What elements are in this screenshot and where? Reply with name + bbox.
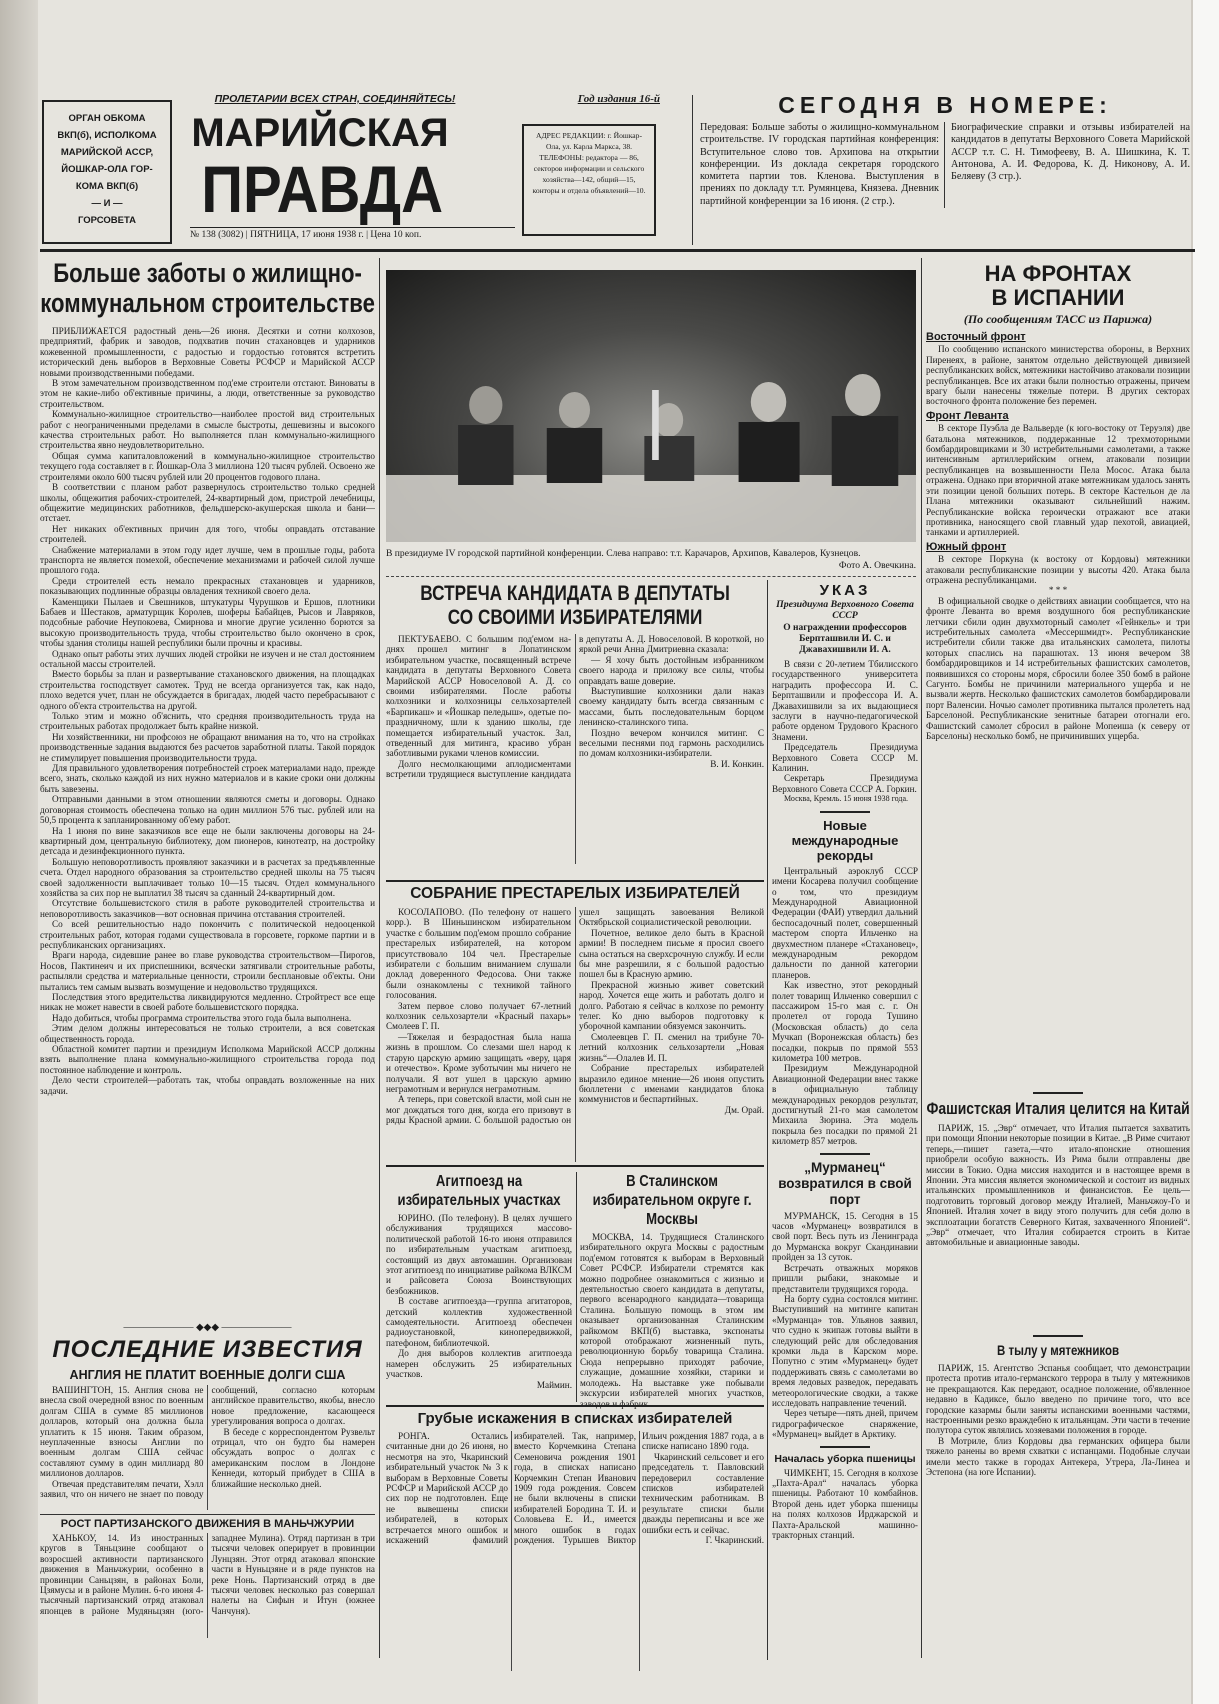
manchuria-body [40,1533,375,1638]
records-headline: Новые международные рекорды [791,817,899,863]
spain-headline [926,262,1190,310]
paragraph: ХАНЬКОУ, 14. Из иностранных кругов в Тяньцзине сообщают о возросшей активности партизанского движения в Маньчжурии, особенно в провинции Саньцзян, в районах Боли, Цзямусы и в районе Мулин. 6-го июня 4-тысячный партизанский отряд атаковал японцев в районе Мудяньцзян (юго-западнее Мулина). Отряд партизан в три тысячи человек оперирует в провинции Лунцзян. Этот отряд атаковал японские части в Нуньцзяне и в ряде пунктов на реке Нонь. Партизанский отряд в две тысячи человек несколько раз совершал налеты на Сифын и Итун (южнее Чанчуня). [40,1533,375,1616]
headline-line: НА ФРОНТАХ [984,261,1132,286]
decree-subtitle: Президиума Верховного Совета СССР [776,599,914,621]
spain-article [926,262,1190,1070]
column-divider [921,258,922,1658]
murmanets-article [772,1147,918,1440]
errors-body [386,1431,764,1671]
today-text: Передовая: Больше заботы о жилищно-коммунальном строительстве. IV городская партийная конференция: Вступительное слово тов. Архипова на открытии конференции. Из доклада секретаря городского комитета партии тов. Кленова. Выступления в прениях по докладу т.т. Румянцева, Князева. Дневник партийной конференции за 16 июня. (2 стр.). [700,122,945,208]
masthead-rule [40,249,1195,252]
paragraph: В беседе с корреспондентом Рузвельт отрицал, что он будто бы намерен обсуждать вопрос о долгах с американским послом в Лондоне Кеннеди, который прибудет в США в ближайшие несколько дней. [211,1426,375,1489]
paragraph: В соответствии с планом работ развернулось строительство только средней школы, общежития рабочих-строителей, 24-квартирный дом, пристрой лечебницы, общежитие медицинских работников, фельдшерско-акушерская школа и бани—отстает. [40,482,375,524]
section-title: Южный фронт [926,540,1007,553]
paragraph: ПРИБЛИЖАЕТСЯ радостный день—26 июня. Десятки и сотни колхозов, предприятий, фабрик и заводов, подхватив почин стахановцев и ударников кожевенной промышленности, с радостью и гордостью готовятся встретить исторический день выборов в Верховные Советы РСФСР и Марийской АССР новыми производственными победами. [40,326,375,378]
today-title: СЕГОДНЯ В НОМЕРЕ: [778,92,1112,118]
rear-headline: В тылу у мятежников [997,1342,1120,1358]
paragraph: Отвечая представителям печати, Хэлл заявил, что он ничего не знает по поводу сообщений, согласно которым английское правительство, якобы, внесло новое предложение, касающееся урегулирования вопроса о долгах. [40,1385,375,1500]
paragraph: В секторе Поркуна (к востоку от Кордовы) мятежники атаковали республиканские позиции у высоты 420. Атака была отражена республиканцами. [926,554,1190,585]
slogan: ПРОЛЕТАРИИ ВСЕХ СТРАН, СОЕДИНЯЙТЕСЬ! [214,93,456,105]
organ-line: ГОРСОВЕТА [77,215,137,226]
paragraph: Снабжение материалами в этом году идет лучше, чем в прошлые годы, работа транспорта не является помехой, обеспечение механизмами и рабочей силой лучше прошлого года. [40,544,375,576]
decree-title: УКАЗ [819,582,871,599]
spain-body: Восточный фронт По сообщению испанского министерства обороны, в Верхних Пиренеях, в районе, занятом отдельно действующей дивизией республиканских войск, мятежники настойчиво атаковали позиции республиканцев. Все их атаки были полностью отражены, причем врагу были нанесены тяжелые потери. В других секторах восточного фронта положение без перемен. Фронт Леванта В секторе Пуэбла де Вальверде (к юго-востоку от Теруэля) две батальона мятежников, поддержанные 12 трехмоторными бомбардировщиками и 30 истребительными самолетами, а также интенсивным артиллерийским огнем, атаковали позиции республиканцев на возвышенности Пела Мосос. Атака была отражена. Однако при вторичной атаке мятежникам удалось занять эти позиции ценой больших потерь. В секторе Кастельон де ла Плана мятежники оказывают сильнейший нажим. Республиканские войска героически отражают все атаки противника, наносящего свой главный удар пехотой, авиацией, танками и артиллерией. Южный фронт В секторе Поркуна (к востоку от Кордовы) мятежники атаковали республиканские позиции у высоты 420. Атака была отражена республиканцами. * * * В официальной сводке о действиях авиации сообщается, что на фронте Леванта во время воздушного боя республиканские летчики сбили один двухмоторный самолет «Гейнкель» и три истребительных самолета «Мессершмидт». Республиканские истребители сбили также два итальянских самолета, пилоты которых спаслись на парашютах. 13 июня вечером 38 бомбардировщиков и 14 истребительных фашистских самолетов, появившихся со стороны моря, сбросили более 350 бомб в районе Сагунто. Бомбы не причинили материального ущерба и не вызвали жертв. Несколько фашистских самолетов бомбардировали порт Валенсии. Ночью самолет противника пытался пролететь над Барселоной. Республиканские зенитные батареи отогнали его. Фашистский самолет сбросил в районе Мопеиша (к северу от Барселоны) несколько бомб, не причинивших ущерба. [926,331,1190,742]
stalin-district-headline: В Сталинском избирательном округе г. Москвы [592,1173,752,1228]
records-article [772,805,918,1147]
signature: Дм. Орай. [724,1104,764,1115]
organ-line: ВКП(б), ИСПОЛКОМА [57,130,157,141]
divider [386,1405,764,1407]
organ-line: ОРГАН ОБКОМА [68,113,146,124]
headline-line: В ИСПАНИИ [991,285,1125,310]
paragraph: В составе агитпоезда—группа агитаторов, детский коллектив художественной самодеятельности. Агитпоезд обеспечен радиоустановкой, кинопередвижкой, патефоном, библиотечкой. [386,1296,572,1348]
lead-article [40,258,375,1316]
murmanets-headline: „Мурманец“ возвратился в свой порт [778,1159,912,1207]
caption-text: В президиуме IV городской партийной конференции. Слева направо: т.т. Карачаров, Архипов, Кавалеров, Кузнецов. [386,548,861,559]
paragraph: Чкаринский сельсовет и его председатель т. Павловский передоверил составление списков избирателей техническим работникам. В результате списки были дважды переписаны и все же ошибки есть и сейчас. [642,1451,764,1535]
decree-body [772,659,918,805]
paragraph: В связи с 20-летием Тбилисского государственного университета наградить профессора И. С. Берпташвили и профессора И. А. Джавахишвили за их выдающиеся заслуги в научно-педагогической работе орденом Трудового Красного Знамени. [772,659,918,742]
elders-article [386,885,764,1162]
divider [386,880,764,882]
page-margin [1191,0,1219,1704]
meeting-body [386,634,764,864]
records-body [772,866,918,1147]
latest-news [40,1322,375,1638]
paragraph: ЮРИНО. (По телефону). В целях лучшего обслуживания трудящихся массово-политической работой 16-го июня отправился по избирательным участкам агитпоезд, состоящий из двух автомашин. Организован этот агитпоезд по инициативе райкома ВЛКСМ и райсовета Союза Воинствующих безбожников. [386,1213,572,1296]
paragraph: Областной комитет партии и президиум Исполкома Марийской АССР должны взять выполнение плана коммунально-жилищного строительства города под постоянное наблюдение и контроль. [40,1044,375,1075]
column-divider [576,1172,577,1402]
decree-about: О награждении профессоров Берпташвили И. С. и Джавахишвили И. А. [783,623,907,655]
stalin-district-body [580,1232,764,1422]
paragraph: Как известно, этот рекордный полет товарищ Ильченко совершил с пассажиром 15-го мая с. г. Он пролетел от города Тушино (Московская область) до села Мучкап (Воронежская область) без посадки, покрыв по прямой 553 километра 100 метров. [772,980,918,1063]
harvest-headline: Началась уборка пшеницы [774,1452,916,1465]
headline-line: СО СВОИМИ ИЗБИРАТЕЛЯМИ [447,606,703,629]
section-title: Фронт Леванта [926,409,1009,422]
italy-article [926,1092,1190,1298]
paragraph: Отправными данными в этом отношении являются сметы и договоры. Однако договорная стоимость обеспечена только на один миллион 576 тыс. рублей или на 50,5 процента к запланированному об'ему работ. [40,794,375,826]
harvest-body [772,1468,918,1541]
issue-line: № 138 (3082) | ПЯТНИЦА, 17 июня 1938 г. | Цена 10 коп. [190,227,515,240]
agit-headline: Агитпоезд на избирательных участках [397,1173,561,1209]
paragraph: На 1 июня по вине заказчиков все еще не были заключены договоры на 24-квартирный дом, центральную библиотеку, дом пионеров, кинотеатр, на достройку детсада и дезинфекционного пункта. [40,825,375,857]
paragraph: По сообщению испанского министерства обороны, в Верхних Пиренеях, в районе, занятом отдельно действующей дивизией республиканских войск, мятежники настойчиво атаковали позиции республиканцев. Все их атаки были полностью отражены, причем врагу были нанесены тяжелые потери. В других секторах восточного фронта положение без перемен. [926,344,1190,407]
paragraph: В этом замечательном производственном под'еме строители отстают. Виноваты в этом не какие-либо об'ективные причины, а люди, ответственные за руководство строительством. [40,378,375,409]
newspaper-title-line2: ПРАВДА [201,152,444,226]
paragraph: — Я хочу быть достойным избранником своего народа и приложу все силы, чтобы оправдать ваше доверие. [579,654,764,686]
paragraph: Среди строителей есть немало прекрасных стахановцев и ударников, показывающих подлинные образцы овладения техникой своего дела. [40,575,375,597]
divider [692,95,693,245]
issue-number: № 138 (3082) [190,230,244,240]
photo-credit: Фото А. Овечкина. [838,559,916,571]
divider [386,576,916,577]
section-title: Восточный фронт [926,331,1026,343]
meeting-article [386,582,764,864]
organ-line: ЙОШКАР-ОЛА ГОР- [61,164,153,175]
previous-page-edge [0,0,38,1704]
signature: В. И. Конкин. [710,758,764,769]
paragraph: Вместо борьбы за план и развертывание стахановского движения, на площадках строительства господствует самотек. Труд не всегда организуется так, как надо, плохо ведется учет, план не обсуждается в бригадах, людей часто перебрасывают с одного об'екта строительства на другой. [40,669,375,711]
paragraph: Отсутствие большевистского стиля в работе руководителей строительства и неповоротливость заказчиков—вот основная причина отставания строителей. [40,898,375,919]
paragraph: Для правильного удовлетворения потребностей строек материалами надо, прежде всего, знать, сколько каждой из них нужно материалов и в какие сроки они должны быть завезены. [40,763,375,794]
newspaper-title-line1: МАРИЙСКАЯ [191,111,449,155]
paragraph: Выступившие колхозники дали наказ своему кандидату быть всегда связанным с массами, быть последовательным борцом ленинско-сталинского типа. [579,686,764,728]
agit-body [386,1213,572,1403]
latest-news-title: ПОСЛЕДНИЕ ИЗВЕСТИЯ [52,1336,363,1363]
paragraph: До дня выборов коллектив агитпоезда намерен обслужить 25 избирательных участков. [386,1348,572,1380]
paragraph: КОСОЛАПОВО. (По телефону от нашего корр.). В Шиньшинском избирательном участке с большим под'емом прошло собрание престарелых избирателей, на котором присутствовало 104 чел. Престарелые избиратели с большим вниманием слушали доклад доверенного Федосова. Они также были ознакомлены с техникой тайного голосования. [386,907,571,1001]
publication-year: Год издания 16-й [577,93,660,105]
paragraph: ЧИМКЕНТ, 15. Сегодня в колхозе „Пахта-Арал“ началась уборка пшеницы. Работают 10 комбайнов. Второй день идет уборка пшеницы на полях колхозов Ирджарской и Пахта-Аральской машинно-тракторных станций. [772,1467,918,1541]
harvest-article [772,1440,918,1541]
paragraph: Враги народа, сидевшие ранее во главе руководства строительством—Пирогов, Носов, Пактинеич и их приспешники, всячески затягивали строительные работы, распыляли средства и материальные ценности, строили бесплановые об'екты. Они пытались тем самым вызвать возмущение и недовольство трудящихся. [40,950,375,992]
paragraph: Собрание престарелых избирателей выразило единое мнение—26 июня опустить бюллетени с именами кандидатов блока коммунистов и беспартийных. [579,1063,764,1105]
organ-line: МАРИЙСКОЙ АССР, [60,147,154,158]
column-divider [767,580,768,1660]
rear-article [926,1335,1190,1663]
signature: Г. Чкаринский. [705,1535,764,1546]
paragraph: ВАШИНГТОН, 15. Англия снова не внесла свой очередной взнос по военным долгам США в сумме 85 миллионов долларов, который она должна была уплатить к 15 июня. Таким образом, неуплаченные взносы Англии по военным долгам США сейчас составляют сумму в один миллиард 80 миллионов долларов. [40,1385,204,1479]
paragraph: МУРМАНСК, 15. Сегодня в 15 часов «Мурманец» возвратился в свой порт. Весь путь из Ленинграда до Мурманска вокруг Скандинавии пройден за 13 суток. [772,1210,918,1263]
paragraph: Большую неповоротливость проявляют заказчики и в расчетах за предъявленные счета. Отдел народного образования за строительство средней школы на 75 тысяч своей задолженности выплачивает только 10—15 тысяч. Отдел коммунального хозяйства за сих пор не выплатил 38 тысяч за сданный 24-квартирный дом. [40,856,375,898]
paragraph: Однако опыт работы этих лучших людей стройки не изучен и не стал достоянием остальной массы строителей. [40,648,375,669]
agit-article [386,1172,572,1403]
presidium-photo [386,270,916,542]
organ-line: КОМА ВКП(б) [75,181,139,192]
paragraph: Почетное, великое дело быть в Красной армии! В последнем письме я просил своего сына остаться на сверхсрочную службу. И если бы мне разрешили, я с большой радостью пошел бы в Красную армию. [579,927,764,980]
narrow-column [772,582,918,1540]
decree-signature: Председатель Президиума Верховного Совета СССР М. Калинин. [772,742,918,774]
paragraph: ПАРИЖ, 15. „Эвр“ отмечает, что Италия пытается захватить при помощи Японии некоторые позиции в Китае. „В Риме считают теперь,—пишет газета,—что итало-японские отношения приобрели особую важность. Из Рима были отправлены две миссии в Токио. Одна миссия находится и в настоящее время в Японии. Эта миссия является экономической и состоит из видных итальянских промышленников и финансистов. Ее цель—подготовить торговый договор между Италией, Маньчжоу-Го и Японией. Италия хочет в виду этого получить для себя долю в эксплоатации богатств Северного Китая, захваченного Японией“. „Эвр“ отмечает, что Италия собирается строить в Китае автомобильные и авиационные заводы. [926,1123,1190,1248]
paragraph: Через четыре—пять дней, причем гидрографическое снаряжение, «Мурманец» выйдет в Арктику. [772,1408,918,1440]
paragraph: В Мотриле, близ Кордовы два германских офицера были тяжело ранены во время схватки с испанцами. Подобные случаи имели место также в городах Антекера, Утрера, Ла-Линеа и Эстепона (на юге Испании). [926,1435,1190,1478]
signature: Маймин. [536,1379,572,1390]
paragraph: Поздно вечером кончился митинг. С веселыми песнями под гармонь расходились по домам колхозники-избиратели. [579,727,764,759]
paragraph: Ни хозяйственники, ни профсоюз не обращают внимания на то, что на стройках производственные задания выдаются без расчетов заработной платы. Такой порядок не стимулирует повышения производительности труда. [40,731,375,763]
paragraph: Нет никаких об'ективных причин для того, чтобы оправдать отставание строителей. [40,523,375,545]
editorial-address: АДРЕС РЕДАКЦИИ: г. Йошкар-Ола, ул. Карла Маркса, 38. ТЕЛЕФОНЫ: редактора — 86, секторов информации и сельского хозяйства—142, общий—15, конторы и отдела объявлений—10. [522,124,656,236]
paragraph: МОСКВА, 14. Трудящиеся Сталинского избирательного округа Москвы с радостным под'емом готовятся к выборам в Верховный Совет РСФСР. Избиратели стремятся как можно подробнее ознакомиться с жизнью и деятельностью своего кандидата в депутаты, первого всенародного кандидата—товарища Сталина. Большую помощь в этом им оказывает организованная Сталинским райкомом ВКП(б) выставка, экспонаты которой отображают жизненный путь, революционную борьбу товарища Сталина. Сюда непрерывно приходят рабочие, служащие, домашние хозяйки, старики и молодежь. На выставке уже побывали экскурсии избирателей многих участков, заводов и фабрик. [580,1232,764,1409]
rear-body [926,1363,1190,1663]
paragraph: Затем первое слово получает 67-летний колхозник сельхозартели «Красный пахарь» Смолеев Г. П. [386,1000,571,1032]
paragraph: Надо добиться, чтобы программа строительства этого года была выполнена. [52,1012,352,1023]
paragraph: Этим делом должны интересоваться не только строители, а вся советская общественность города. [40,1023,375,1044]
italy-headline: Фашистская Италия целится на Китай [926,1099,1190,1118]
paragraph: Коммунально-жилищное строительство—наиболее простой вид строительных работ с неограниченными пределами в смысле быстроты, дешевизны и высокого качества строительных работ. Но выполняется план коммунально-жилищного строительства явно неудовлетворительно. [40,409,375,451]
paragraph: В официальной сводке о действиях авиации сообщается, что на фронте Леванта во время воздушного боя республиканские летчики сбили один двухмоторный самолет «Гейнкель» и три истребительных самолета «Мессершмидт». Республиканские истребители сбили также два итальянских самолета, пилоты которых спаслись на парашютах. 13 июня вечером 38 бомбардировщиков и 14 истребительных фашистских самолетов, появившихся со стороны моря, сбросили более 350 бомб в районе Сагунто. Бомбы не причинили материального ущерба и не вызвали жертв. Несколько фашистских самолетов бомбардировали порт Валенсии. Ночью самолет противника пытался пролететь над Барселоной. Республиканские зенитные батареи отогнали его. Фашистский самолет сбросил в районе Мопеиша (к северу от Барселоны) несколько бомб, не причинивших ущерба. [926,595,1190,742]
murmanets-body [772,1211,918,1440]
elders-body [386,907,764,1162]
column-divider [379,258,380,1658]
paragraph: А теперь, при советской власти, мой сын не мог дождаться того дня, когда его призовут в ряды Красной армии. С большой радостью он ушел защищать завоевания Великой Октябрьской социалистической революции. [386,907,764,1126]
elders-headline: СОБРАНИЕ ПРЕСТАРЕЛЫХ ИЗБИРАТЕЛЕЙ [410,885,740,902]
paragraph: —Тяжелая и безрадостная была наша жизнь в прошлом. Со слезами шел народ к старую царскую армию защищать «веру, царя и отечество». Кроме зуботычин мы ничего не получали. Я вот ушел в царскую армию неграмотным и вернулся неграмотным. [386,1031,571,1094]
divider [386,1165,764,1167]
england-headline: АНГЛИЯ НЕ ПЛАТИТ ВОЕННЫЕ ДОЛГИ США [69,1368,346,1382]
spain-source: (По сообщениям ТАСС из Парижа) [963,312,1153,326]
meeting-headline [386,582,764,630]
paragraph: Последствия этого вредительства ликвидируются медленно. Стройтрест все еще никак не может навести в своей работе большевистского порядка. [40,992,375,1013]
paragraph: Прекрасной жизнью живет советский народ. Хочется еще жить и работать долго и долго. Работаю я сейчас в колхозе по ремонту телег. Ко дню выборов подготовку к уборочной кампании обязуемся закончить. [579,979,764,1032]
paragraph: ПЕКТУБАЕВО. С большим под'емом на-днях прошел митинг в Лопатинском избирательном участке, посвященный встрече кандидата в депутаты Верховного Совета Марийской АССР Новоселовой А. Д. со своими избирателями. После работы колхозники и колхозницы сельхозартелей «Барпикаш» и «Йошкар пеледыш», одетые по-праздничному, шли к зданию школы, где помещается избирательный участок. Зал, отведенный для митинга, красиво убран заботливыми руками членов комиссии. [386,634,571,759]
paragraph: Только этим и можно об'яснить, что средняя производительность труда на строительных работах продолжает быть крайне низкой. [40,711,375,732]
lead-headline: Больше заботы о жилищно-коммунальном строительстве [40,258,375,318]
decree-place: Москва, Кремль. 15 июня 1938 года. [784,794,909,804]
paragraph: Центральный аэроклуб СССР имени Косарева получил сообщение о том, что президиум Международной Авиационной Федерации (ФАИ) утвердил дальний беспосадочный полет, совершенный мастером спорта Ильченко на двухместном планере «Стахановец», международным рекордом дальности по данной категории планеров. [772,865,918,980]
paragraph: Со всей решительностью надо покончить с политической недооценкой строительных работ, которая годами существовала в горсовете, горкоме партии и в республиканских организациях. [40,919,375,950]
lead-body [40,326,375,1316]
headline-line: ВСТРЕЧА КАНДИДАТА В ДЕПУТАТЫ [420,582,730,605]
organ-line: — И — [91,198,123,209]
paragraph: РОНГА. Остались считанные дни до 26 июня, но несмотря на это, Чкаринский избирательный участок № 3 к выборам в Верховные Советы РСФСР и Марийской АССР до сих пор не подготовлен. Еще не вывешены списки избирателей, в которых встречается много ошибок и искажений фамилий избирателей. Так, например, вместо Корчемкина Степана Семеновича рождения 1901 года, в списках написано Корчемкин Степан Иванович 1909 года рождения. Совсем не были включены в списки избирателей Бородина Т. И. и Соловьева Е. И., имеется много ошибок в годах рождения. Турышев Виктор Ильич рождения 1887 года, а в списке написано 1890 года. [386,1431,764,1546]
paragraph: Встречать отважных моряков пришли рыбаки, знакомые и представители трудящихся города. [772,1262,918,1294]
today-text: Биографические справки и отзывы избирателей на кандидатов в депутаты Верховного Совета Марийской АССР т.т. С. Н. Тимофееву, В. А. Шишкина, К. Т. Антонова, А. И. Федорова, К. Д. Никонову, А. И. Беляеву (3 стр.). [951,122,1190,183]
manchuria-headline: РОСТ ПАРТИЗАНСКОГО ДВИЖЕНИЯ В МАНЬЧЖУРИИ [60,1518,355,1530]
issue-price: Цена 10 коп. [370,230,422,240]
paragraph: ПАРИЖ, 15. Агентство Эспанья сообщает, что демонстрации протеста против итало-германского террора в тылу у мятежников не прекращаются. Как передают, осадное положение, об'явленное недавно в Кадиксе, было введено по причине того, что все городские казармы были заняты испанскими военными частями, настроенными резко враждебно к итальянцам. Эти части в течение полутора суток являлись хозяевами положения в городе. [926,1363,1190,1436]
paragraph: В секторе Пуэбла де Вальверде (к юго-востоку от Теруэля) две батальона мятежников, поддержанные 12 трехмоторными бомбардировщиками и 30 истребительными самолетами, а также интенсивным артиллерийским огнем, атаковали позиции республиканцев на возвышенности Пела Мосос. Атака была отражена. Однако при вторичной атаке мятежникам удалось занять эти позиции ценой больших потерь. В секторе Кастельон де ла Плана мятежники оказывают сильнейший нажим. Республиканские войска героически отражают все атаки противника, наносящего свой главный удар пехотой, авиацией, танками и артиллерией. [926,423,1190,538]
paragraph: Каменщики Пылаев и Свешников, штукатуры Чурушков и Ершов, плотники Бабаев и Шестаков, арматурщик Королев, шоферы Бабайцев, Рысов и Лавряков, подсобные рабочие Неупокоева, Смирнова и многие другие усиленно борются за высокую производительность труда, чтобы строительство было окончено в срок, чтобы здания столицы нашей республики были прочны и красивы. [40,596,375,649]
photo-caption [386,548,916,571]
errors-headline: Грубые искажения в списках избирателей [417,1410,733,1427]
decree-signature: Секретарь Президиума Верховного Совета СССР А. Горкин. [772,773,918,794]
england-body [40,1385,375,1510]
organ-box [42,100,172,244]
issue-date: ПЯТНИЦА, 17 июня 1938 г. [250,230,364,240]
ornament-divider: ——————— ◆◆◆ ——————— [123,1322,292,1333]
paragraph: На борту судна состоялся митинг. Выступивший на митинге капитан «Мурманца» тов. Ульянов заявил, что судно к экипаж готовы выйти в следующий рейс для обследования кромки льда в Карском море. Попутно с этим «Мурманец» будет поддерживать связь с самолетами во время ледовых разведок, передавать метеорологические сводки, а также исследовать направление течений. [772,1293,918,1408]
today-in-issue [700,92,1190,208]
photo-figures [386,270,916,542]
paragraph: Общая сумма капиталовложений в коммунально-жилищное строительство текущего года составляет в г. Йошкар-Ола 3 миллиона 120 тысяч рублей. Освоено же строителями около 600 тысяч рублей или 20 процентов годового плана. [40,450,375,482]
paragraph: Смолеевцев Г. П. сменил на трибуне 70-летний колхозник сельхозартели „Новая жизнь“—Олалев И. П. [579,1031,764,1063]
paragraph: Президиум Международной Авиационной Федерации внес также в официальную таблицу международных рекордов результат, достигнутый 21-го мая самолетом Михаила Зюрина. Эта модель покрыла без посадки по прямой 21 километр 857 метров. [772,1063,918,1147]
errors-article [386,1410,764,1671]
italy-body [926,1123,1190,1298]
paragraph: Долго несмолкающими аплодисментами встретили трудящиеся выступление кандидата в депутаты А. Д. Новоселовой. В короткой, но яркой речи Анна Дмитриевна сказала: [386,634,764,780]
stalin-district-article [580,1172,764,1422]
decree-article [772,582,918,805]
paragraph: Дело чести строителей—работать так, чтобы оправдать возложенные на них задачи. [40,1075,375,1096]
